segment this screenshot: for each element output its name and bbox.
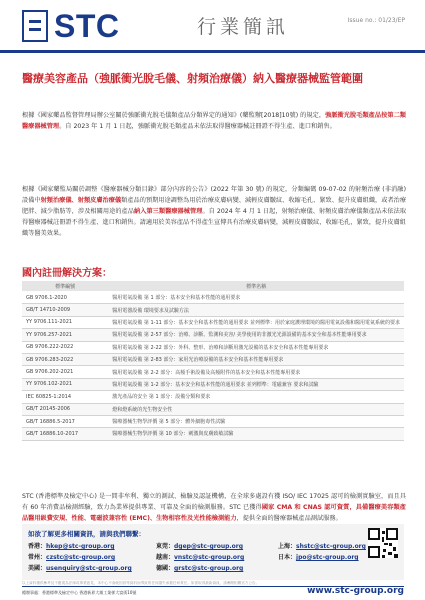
- contact-email-link[interactable]: grstc@stc-group.org: [174, 565, 244, 572]
- solutions-title: 國內註冊解決方案：: [22, 268, 112, 279]
- standard-code: GB/T 16886.5-2017: [22, 415, 108, 427]
- standard-code: GB 9706.202-2021: [22, 366, 108, 378]
- table-row: [22, 304, 404, 316]
- standard-code: GB/T 20145-2006: [22, 403, 108, 415]
- standard-name: 醫用電氣設備 第 2-2 部分：高頻手術設備及高頻附件的基本安全和基本性能專用要求: [108, 366, 404, 378]
- standards-table-body: [22, 292, 404, 441]
- contact-city: 香港：: [28, 543, 47, 550]
- contact-entry: [278, 552, 359, 561]
- column-header-code: 標準編號: [22, 281, 108, 292]
- stc-logo-mark-icon: [22, 10, 48, 42]
- standard-name: 激光產品的安全 第 1 部分：設備分類和要求: [108, 391, 404, 403]
- table-header-row: [22, 281, 404, 292]
- newsletter-title: 行業簡訊: [197, 16, 290, 38]
- contact-row: [28, 563, 358, 573]
- qr-module: [383, 549, 386, 552]
- page-header: [0, 0, 425, 52]
- contact-entry: [28, 541, 115, 550]
- qr-code: [368, 528, 398, 558]
- table-row: [22, 329, 404, 341]
- qr-module: [382, 555, 385, 558]
- standard-code: GB 9706.283-2022: [22, 353, 108, 365]
- article-title: 醫療美容產品（強脈衝光脫毛儀、射頻治療儀）納入醫療器械監管範圍: [22, 72, 363, 85]
- contact-email-link[interactable]: dgep@stc-group.org: [174, 543, 244, 550]
- contact-entry: [28, 563, 132, 572]
- qr-module: [382, 531, 385, 534]
- contact-email-link[interactable]: hkep@stc-group.org: [46, 543, 115, 550]
- contact-email-link[interactable]: vnstc@stc-group.org: [174, 554, 245, 561]
- contact-city: 日本：: [278, 554, 297, 561]
- stc-logo: [22, 10, 122, 44]
- column-header-name: 標準名稱: [108, 281, 404, 292]
- standard-code: GB 9706.1-2020: [22, 292, 108, 304]
- highlight-text: 強脈衝光脫毛類產品按第二類醫療器械管理: [22, 112, 406, 130]
- qr-finder: [386, 528, 398, 540]
- body-text: 根據《國家藥監局關於調整《醫療器械分類目錄》部分內容的公告》(2022 年第 30 號) 的規定，分類編碼 09-07-02 的射頻治療 (非消融) 設備中: [22, 186, 406, 204]
- qr-module: [384, 543, 388, 545]
- contact-city: 越南：: [156, 554, 175, 561]
- body-text: STC (香港標準及檢定中心) 是一間非牟利、獨立的測試、檢驗及認証機構，在全球多處設有獲 ISO/ IEC 17025 認可的檢測實驗室，而且具有 60 年消費品檢測經驗，致力為業界提供專業、可靠及全面的檢測服務。STC 已獲得: [22, 493, 406, 511]
- standard-code: GB/T 16886.10-2017: [22, 428, 108, 440]
- standard-code: YY 9706.102-2021: [22, 378, 108, 390]
- paragraph-regulation-ipl: [22, 110, 406, 156]
- standard-code: IEC 60825-1:2014: [22, 391, 108, 403]
- website-link[interactable]: www.stc-group.org: [307, 586, 404, 596]
- table-row: [22, 378, 404, 390]
- standard-name: 醫用電氣設備 第 1-2 部分：基本安全和基本性能的通用要求 並列標準：電磁兼容 要求和試驗: [108, 378, 404, 390]
- table-row: [22, 341, 404, 353]
- contact-title: 如欲了解更多相關資訊，請與我們聯繫：: [28, 530, 145, 538]
- contact-city: 德國：: [156, 565, 175, 572]
- standard-name: 醫用電氣設備 第 2-83 部分：家用光治療設備的基本安全和基本性能專用要求: [108, 353, 404, 365]
- qr-finder: [368, 528, 380, 540]
- standard-name: 醫用電氣設備 第 2-57 部分：治療、診斷、監測和美容/ 美學使用的非激光光源設備的基本安全和基本性能專用要求: [108, 329, 404, 341]
- contact-entry: [28, 552, 115, 561]
- contact-city: 東莞：: [156, 543, 175, 550]
- standard-code: YY 9706.111-2021: [22, 316, 108, 328]
- standard-name: 燈和燈系統的光生物安全性: [108, 403, 404, 415]
- contact-row: [28, 541, 366, 551]
- contact-box: [22, 524, 404, 580]
- table-row: [22, 292, 404, 304]
- contact-entry: [156, 552, 244, 561]
- body-text: 。自 2024 年 4 月 1 日起，射頻治療儀、射頻皮膚治療儀類產品未依法取得醫療器械註冊證不得生產、進口和銷售。請適用於美容產品不得產生宣傳具有治療皮膚病變，減輕皮膚皺紋，收縮毛孔，緊致，提升皮膚組織等醫美效果。: [22, 208, 407, 237]
- table-row: [22, 366, 404, 378]
- contact-entry: [156, 563, 243, 572]
- table-row: [22, 316, 404, 328]
- logo-text: STC: [54, 8, 120, 44]
- standard-name: 醫療器械生物學評價 第 10 部分：刺激與皮膚致敏試驗: [108, 428, 404, 440]
- standard-name: 醫用電氣設備 第 1 部分：基本安全和基本性能的通用要求: [108, 292, 404, 304]
- table-row: [22, 428, 404, 440]
- qr-module: [394, 554, 398, 558]
- standard-name: 醫用電氣設備 第 2-22 部分：外科、整形、治療和診斷用激光設備的基本安全和基本性能專用要求: [108, 341, 404, 353]
- contact-entry: [156, 541, 243, 550]
- highlight-text: 射頻治療儀、射頻皮膚治療儀: [40, 197, 122, 204]
- table-row: [22, 391, 404, 403]
- table-row: [22, 415, 404, 427]
- qr-module: [388, 552, 392, 555]
- body-text: 。自 2023 年 1 月 1 日起，強脈衝光脫毛類產品未依法取得醫療器械註冊證不得生產、進口和銷售。: [59, 123, 336, 130]
- standard-name: 醫用電器設備 環境要求及試驗方法: [108, 304, 404, 316]
- contact-email-link[interactable]: jpo@stc-group.org: [296, 554, 359, 561]
- disclaimer: 以上資料僅供參考及不應視為法律或專業意見，本中心不會就因該等資料而導致的任何損失承擔任何責任。如需取得最新資訊，請參閱相關官方公告。: [22, 581, 260, 585]
- qr-module: [382, 537, 384, 542]
- contact-row: [28, 552, 358, 562]
- qr-module: [393, 547, 396, 551]
- issue-number: Issue no.: 01/23/EP: [347, 17, 405, 24]
- contact-entry: [278, 541, 366, 550]
- paragraph-regulation-rf: [22, 184, 406, 264]
- highlight-text: 納入第三類醫療器械管理: [134, 208, 203, 215]
- standards-table: [22, 281, 404, 441]
- body-text: ，提供全面的醫療器械產品測試服務。: [236, 515, 342, 522]
- table-row: [22, 353, 404, 365]
- table-row: [22, 403, 404, 415]
- contact-city: 常州：: [28, 554, 47, 561]
- qr-module: [389, 543, 392, 546]
- contact-email-link[interactable]: usenquiry@stc-group.org: [46, 565, 132, 572]
- qr-finder: [368, 546, 380, 558]
- contact-email-link[interactable]: shstc@stc-group.org: [296, 543, 366, 550]
- page-footer: [22, 586, 404, 599]
- standard-code: GB 9706.222-2022: [22, 341, 108, 353]
- standard-code: YY 9706.257-2021: [22, 329, 108, 341]
- contact-city: 上海：: [278, 543, 297, 550]
- contact-email-link[interactable]: czstc@stc-group.org: [46, 554, 116, 561]
- standard-code: GB/T 14710-2009: [22, 304, 108, 316]
- footer-address: 總辦事處：香港標準及檢定中心 香港新界大埔工業邨大富街10號: [22, 590, 137, 595]
- body-text: 類產品的預期用途調整為用於治療皮膚病變、減輕皮膚皺紋、收縮毛孔、緊致、提升皮膚組織，或者治療肥胖、減少脂肪等，涉及相關用途的產品: [22, 197, 407, 215]
- highlight-text: 國家 CMA 和 CNAS 認可資質，具備醫療美容類產品醫用級費安規、性能、電磁波兼容性 (EMC)、生物相容性及光性能檢測能力: [22, 504, 406, 522]
- header-divider: [0, 50, 425, 53]
- body-text: 根據《國家藥品監督管理局辦公室關於強脈衝光脫毛儀類產品分類界定的通知》(藥監辦[2018]10號) 的規定，: [22, 112, 326, 119]
- standard-name: 醫用電氣設備 第 1-11 部分：基本安全和基本性能的通用要求 並列標準：用於家庭護理環境的醫用電氣設備和醫用電氣系統的要求: [108, 316, 404, 328]
- contact-city: 美國：: [28, 565, 47, 572]
- standard-name: 醫療器械生物學評價 第 5 部分：體外細胞毒性試驗: [108, 415, 404, 427]
